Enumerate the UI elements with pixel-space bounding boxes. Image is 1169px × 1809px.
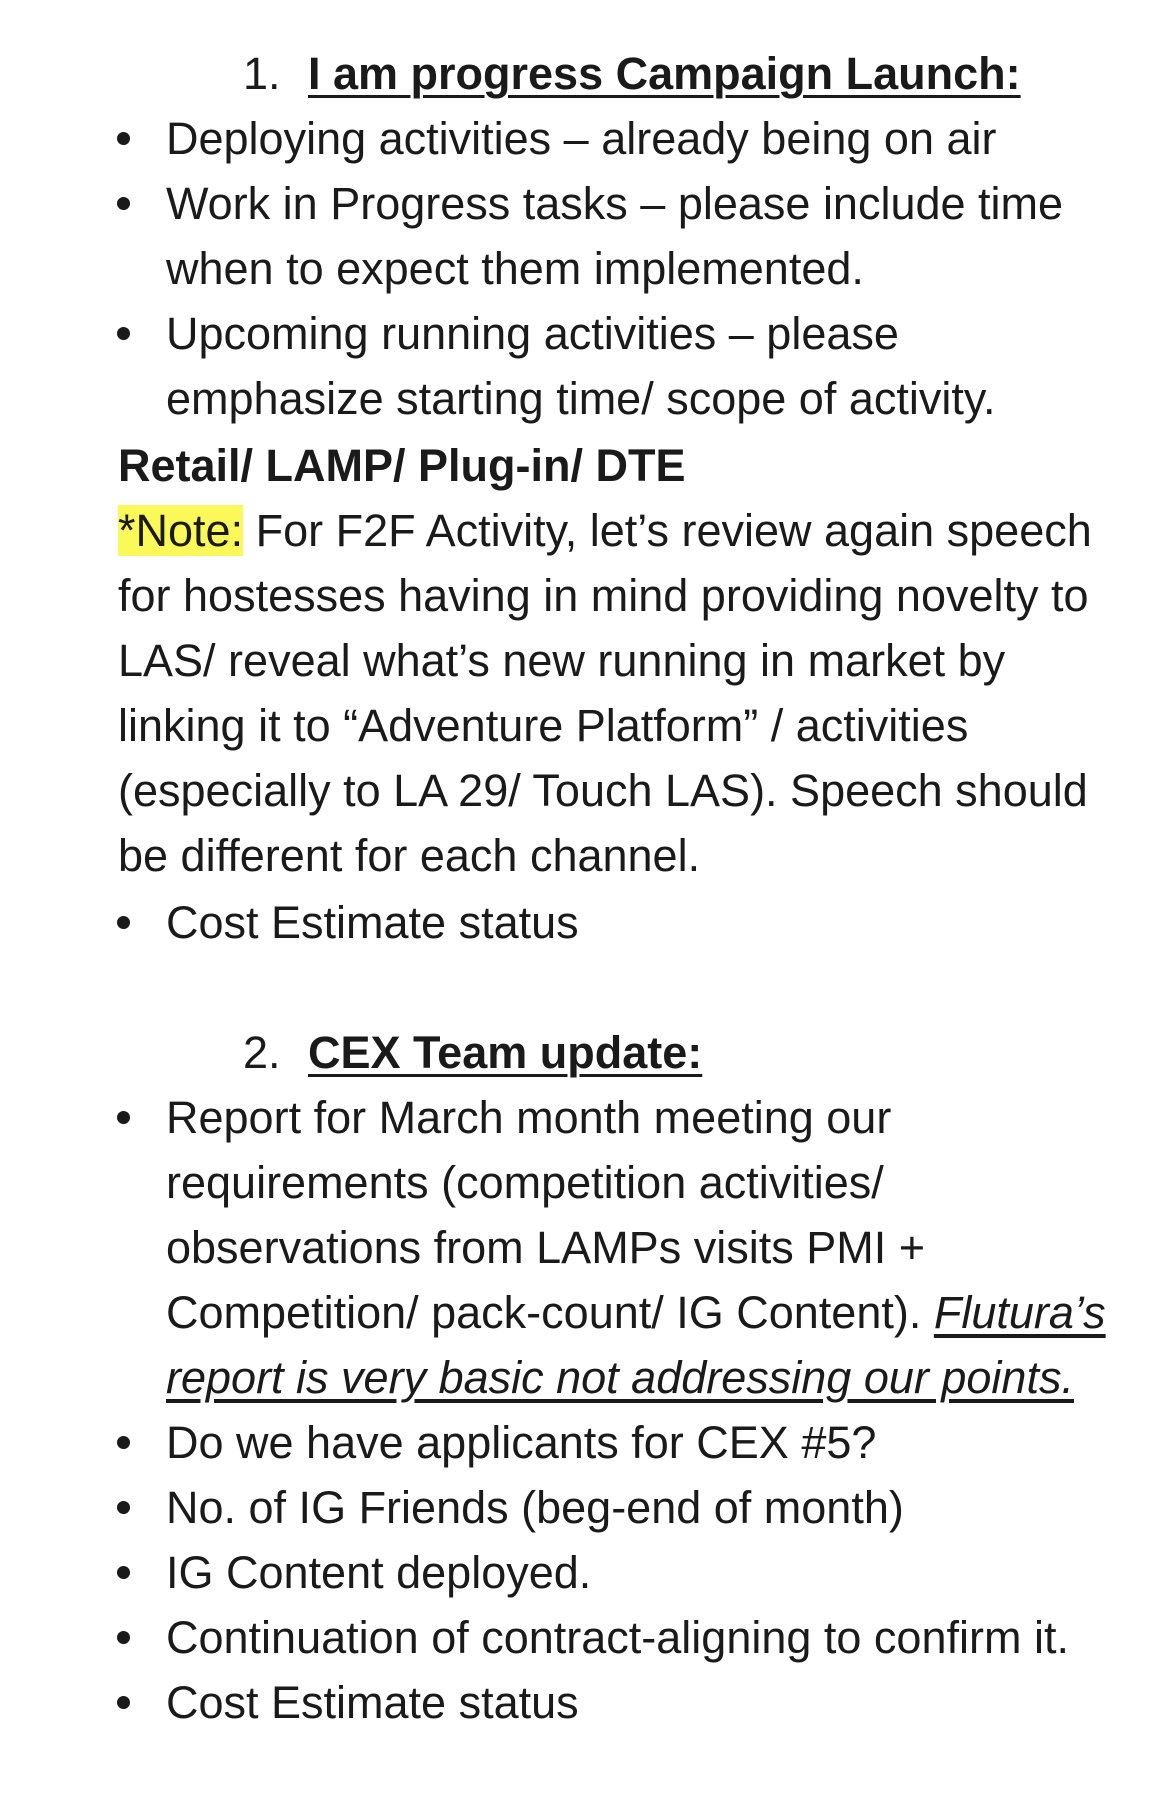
list-item: Do we have applicants for CEX #5?	[0, 1410, 1106, 1475]
list-item: Deploying activities – already being on air	[0, 106, 1106, 171]
list-item: IG Content deployed.	[0, 1540, 1106, 1605]
note-label: *Note:	[118, 505, 244, 556]
list-item: No. of IG Friends (beg-end of month)	[0, 1475, 1106, 1540]
list-item: Cost Estimate status	[0, 890, 1106, 955]
list-item: Cost Estimate status	[0, 1670, 1106, 1735]
report-text: Report for March month meeting our requirements (competition activities/ observations from LAMPs visits PMI + Competition/ pack-count/ IG Content).	[166, 1092, 934, 1338]
section-1-heading	[243, 41, 1021, 106]
report-emphasis: Flutura’s report is very basic not addressing our points.	[166, 1287, 1106, 1403]
note-text: For F2F Activity, let’s review again speech for hostesses having in mind providing novelty to LAS/ reveal what’s new running in market by linking it to “Adventure Platform” / activities (especially to LA 29/ Touch LAS). Speech should be different for each channel.	[118, 505, 1092, 881]
section-2-bullet-list	[0, 1085, 1111, 1735]
channels-line: Retail/ LAMP/ Plug-in/ DTE	[118, 440, 686, 491]
list-item: Upcoming running activities – please emphasize starting time/ scope of activity.	[0, 301, 1026, 431]
section-2-heading	[243, 1020, 702, 1085]
section-1-number: 1.	[243, 48, 281, 99]
section-2-title: CEX Team update:	[308, 1027, 703, 1078]
section-1-bullet-list	[0, 106, 1106, 431]
section-2-number: 2.	[243, 1027, 281, 1078]
list-item	[0, 1085, 1111, 1410]
list-item: Continuation of contract-aligning to confirm it.	[0, 1605, 1106, 1670]
note-paragraph	[118, 498, 1093, 888]
section-1-title: I am progress Campaign Launch:	[308, 48, 1021, 99]
section-1-cost-list	[0, 890, 1106, 955]
list-item: Work in Progress tasks – please include time when to expect them implemented.	[0, 171, 1066, 301]
